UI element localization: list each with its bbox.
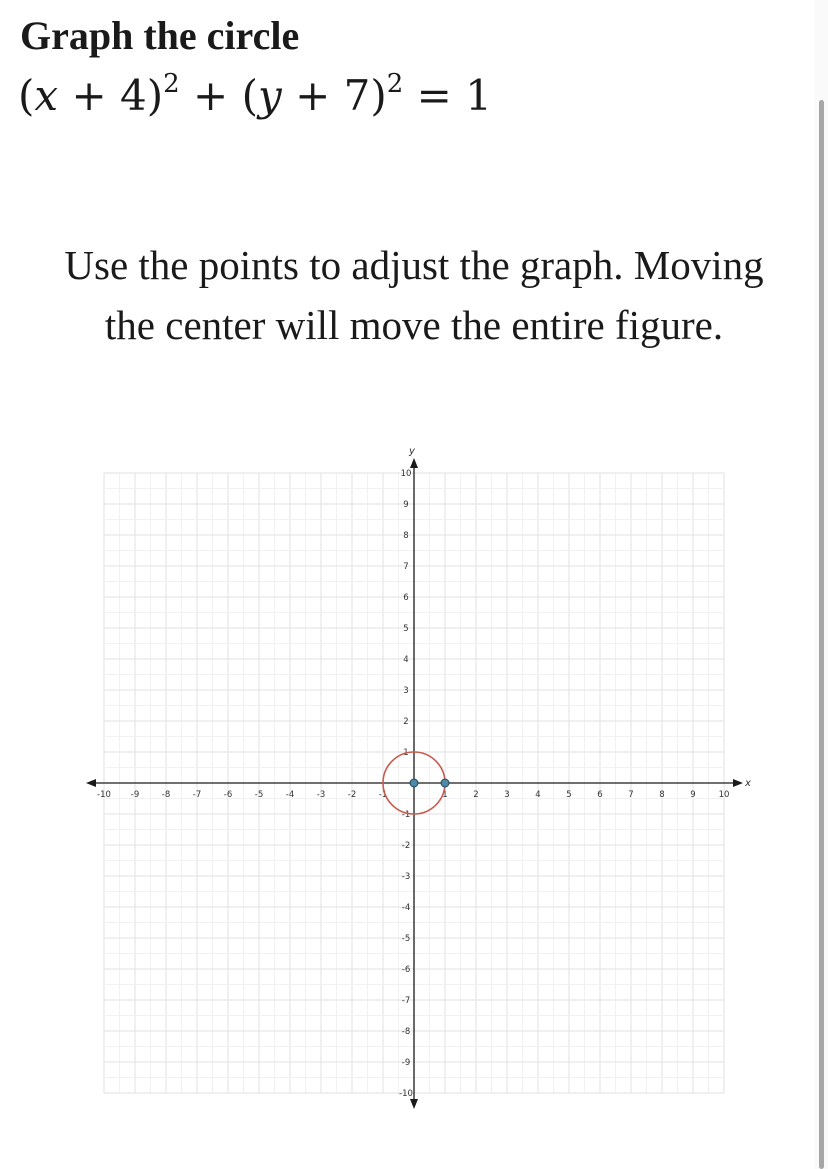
y-tick-label: -5 xyxy=(401,934,411,944)
x-tick-label: 3 xyxy=(504,790,510,800)
x-tick-label: 6 xyxy=(597,790,603,800)
y-tick-label: 1 xyxy=(403,748,409,758)
x-tick-label: -1 xyxy=(378,790,388,800)
eq-open-paren-2: ( xyxy=(241,71,258,120)
x-tick-label: 9 xyxy=(690,790,696,800)
x-tick-label: -3 xyxy=(316,790,326,800)
y-tick-label: 8 xyxy=(403,531,409,541)
eq-close-paren-1: ) xyxy=(146,71,164,120)
eq-equals: = xyxy=(416,71,452,120)
x-tick-label: -8 xyxy=(161,790,171,800)
y-tick-label: 10 xyxy=(400,469,412,479)
x-axis-left-arrow-icon xyxy=(86,779,96,787)
x-tick-label: 5 xyxy=(566,790,572,800)
eq-open-paren-1: ( xyxy=(18,71,35,120)
x-tick-label: -7 xyxy=(192,790,202,800)
y-tick-label: -1 xyxy=(401,810,411,820)
x-tick-label: -2 xyxy=(347,790,357,800)
x-tick-label: -6 xyxy=(223,790,233,800)
y-tick-label: 5 xyxy=(403,624,409,634)
y-tick-label: -7 xyxy=(401,996,411,1006)
y-tick-label: -3 xyxy=(401,872,411,882)
x-tick-label: 1 xyxy=(442,790,448,800)
eq-x-var: x xyxy=(34,71,59,120)
eq-exponent-1: 2 xyxy=(163,69,180,99)
y-axis-label: y xyxy=(409,446,415,457)
coordinate-graph[interactable] xyxy=(0,430,828,1130)
x-tick-label: -10 xyxy=(97,790,111,800)
y-tick-label: -4 xyxy=(401,903,411,913)
x-tick-label: 4 xyxy=(535,790,541,800)
x-tick-label: -4 xyxy=(285,790,295,800)
eq-exponent-2: 2 xyxy=(386,69,404,99)
y-tick-label: -8 xyxy=(401,1027,411,1037)
y-tick-label: -6 xyxy=(401,965,411,975)
eq-k-sign: + xyxy=(295,71,331,120)
x-tick-label: -5 xyxy=(254,790,264,800)
y-tick-label: 2 xyxy=(403,717,409,727)
circle-equation xyxy=(18,68,492,124)
x-axis-right-arrow-icon xyxy=(733,779,743,787)
question-prompt: Graph the circle xyxy=(20,13,300,58)
y-tick-label: -10 xyxy=(399,1089,413,1099)
instructions-text: Use the points to adjust the graph. Moving the center will move the entire figure. xyxy=(64,242,764,348)
y-tick-label: 7 xyxy=(403,562,409,572)
x-tick-label: 8 xyxy=(659,790,665,800)
eq-plus: + xyxy=(193,71,229,120)
eq-rhs: 1 xyxy=(465,71,492,120)
y-axis-up-arrow-icon xyxy=(410,458,418,468)
axes xyxy=(86,446,751,1109)
y-tick-label: 6 xyxy=(403,593,409,603)
x-tick-label: 2 xyxy=(473,790,479,800)
radius-point[interactable] xyxy=(441,779,449,787)
y-tick-label: -9 xyxy=(401,1058,411,1068)
x-tick-label: 7 xyxy=(628,790,634,800)
y-tick-label: 9 xyxy=(403,500,409,510)
eq-close-paren-2: ) xyxy=(370,71,387,120)
y-tick-label: -2 xyxy=(401,841,411,851)
eq-h-value: 4 xyxy=(120,71,147,120)
y-tick-label: 3 xyxy=(403,686,409,696)
eq-k-value: 7 xyxy=(343,71,371,120)
y-axis-down-arrow-icon xyxy=(410,1099,418,1109)
x-tick-label: 10 xyxy=(718,790,730,800)
x-axis-label: x xyxy=(745,778,751,789)
x-tick-label: -9 xyxy=(130,790,140,800)
eq-h-sign: + xyxy=(71,71,107,120)
center-point[interactable] xyxy=(410,779,418,787)
y-tick-label: 4 xyxy=(403,655,409,665)
eq-y-var: y xyxy=(257,71,282,120)
